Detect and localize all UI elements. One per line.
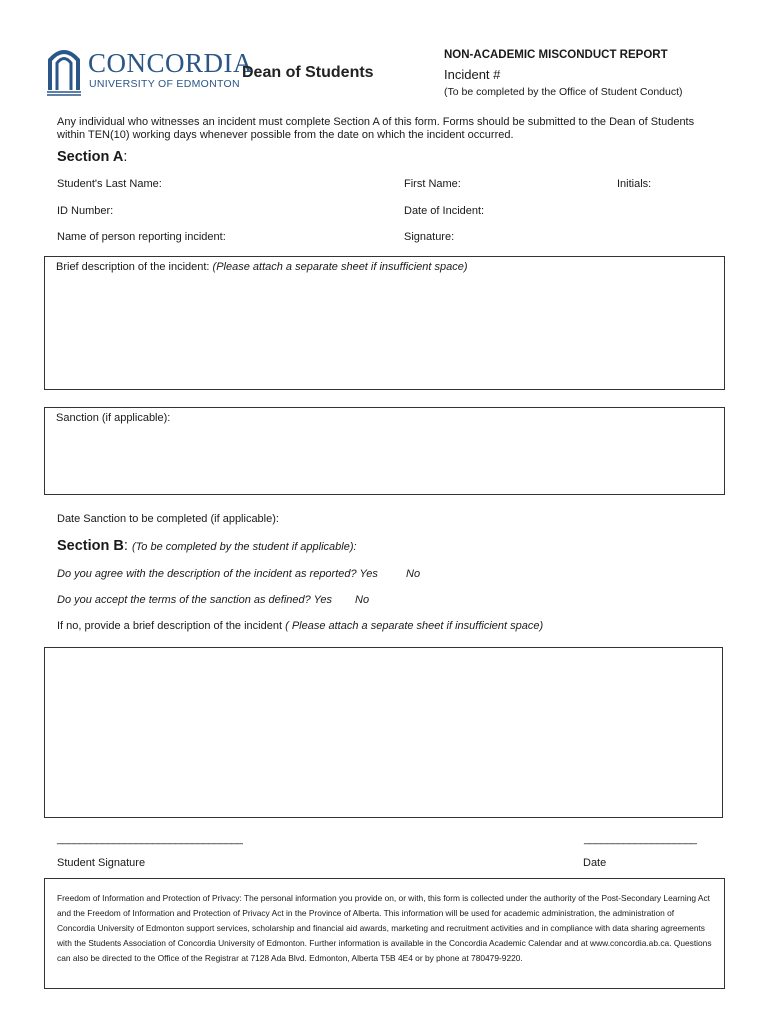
if-no-row <box>57 620 543 632</box>
agree-question: Do you agree with the description of the incident as reported? Yes <box>57 568 378 580</box>
initials-field[interactable]: Initials: <box>617 178 652 190</box>
incident-note: (To be completed by the Office of Student Conduct) <box>444 86 683 98</box>
student-signature-line[interactable]: _________________________________ <box>57 833 243 845</box>
description-box[interactable] <box>44 256 725 390</box>
student-signature-label: Student Signature <box>57 857 146 869</box>
section-a-title: Section A <box>57 149 124 165</box>
description-label-row <box>56 261 468 273</box>
section-a-colon: : <box>123 149 128 165</box>
sanction-date-field[interactable]: Date Sanction to be completed (if applicable): <box>57 513 279 525</box>
report-title: NON-ACADEMIC MISCONDUCT REPORT <box>444 49 668 61</box>
description-note: (Please attach a separate sheet if insufficient space) <box>212 261 468 273</box>
agree-no-option[interactable]: No <box>406 568 421 580</box>
section-b-heading <box>57 538 357 554</box>
section-b-note: (To be completed by the student if applicable): <box>131 541 357 553</box>
intro-text: Any individual who witnesses an incident must complete Section A of this form. Forms should be submitted to the Dean of Students within TEN(10) working days whenever possible from the date on which the incident occurred. <box>57 116 695 141</box>
section-b-colon: : <box>123 538 128 554</box>
accept-no-option[interactable]: No <box>355 594 370 606</box>
description-label: Brief description of the incident: <box>56 261 210 273</box>
id-number-field[interactable]: ID Number: <box>57 205 114 217</box>
student-response-box[interactable] <box>44 647 723 818</box>
date-of-incident-field[interactable]: Date of Incident: <box>404 205 485 217</box>
if-no-label: If no, provide a brief description of the incident <box>57 620 283 632</box>
accept-question: Do you accept the terms of the sanction as defined? Yes <box>57 594 332 606</box>
privacy-notice-box <box>44 878 725 989</box>
first-name-field[interactable]: First Name: <box>404 178 461 190</box>
privacy-notice-text: Freedom of Information and Protection of Privacy: The personal information you provide on, or with, this form is collected under the authority of the Post-Secondary Learning Act and the Freedom of Information and Protection of Privacy Act in the Province of Alberta. This information will be used for academic administration, the administration of Concordia University of Edmonton support services, scholarship and financial aid awards, marketing and recruitment activities and in compliance with data sharing agreements with the Students Association of Concordia University of Edmonton. Further information is available in the Concordia Academic Calendar and at www.concordia.ab.ca. Questions can also be directed to the Office of the Registrar at 7128 Ada Blvd. Edmonton, Alberta T5B 4E4 or by phone at 780479-9220. <box>57 893 712 963</box>
sanction-label: Sanction (if applicable): <box>56 412 171 424</box>
concordia-logo-icon <box>46 46 82 98</box>
reporter-name-field[interactable]: Name of person reporting incident: <box>57 231 226 243</box>
signature-field[interactable]: Signature: <box>404 231 455 243</box>
incident-number-label: Incident # <box>444 67 501 82</box>
section-b-title: Section B <box>57 538 124 554</box>
section-a-heading <box>57 149 127 165</box>
if-no-note: ( Please attach a separate sheet if insufficient space) <box>285 620 544 632</box>
logo-subtitle: UNIVERSITY OF EDMONTON <box>89 78 240 90</box>
logo-name: CONCORDIA <box>88 48 254 78</box>
sanction-box[interactable] <box>44 407 725 495</box>
last-name-field[interactable]: Student's Last Name: <box>57 178 162 190</box>
date-line[interactable]: ____________________ <box>584 833 697 845</box>
department-name: Dean of Students <box>242 64 374 81</box>
date-label: Date <box>583 857 607 869</box>
